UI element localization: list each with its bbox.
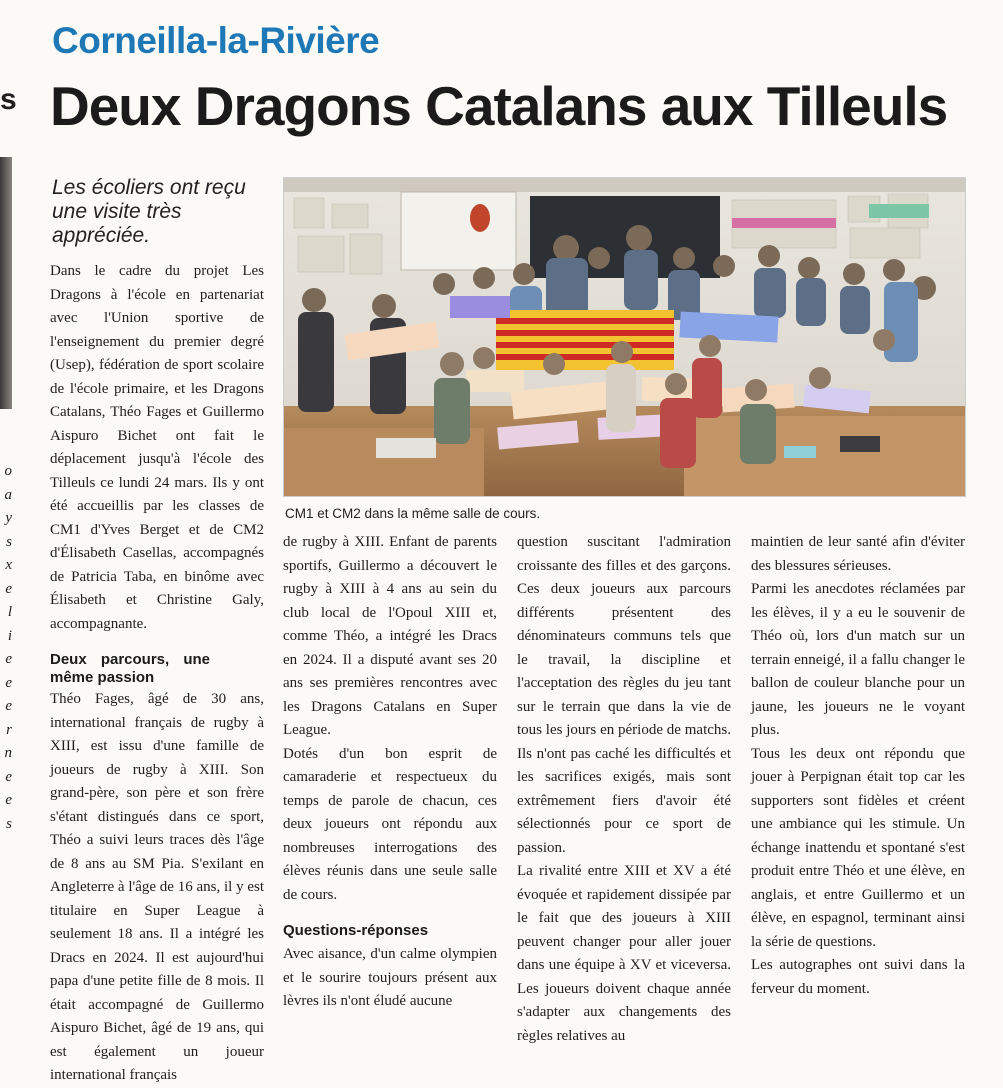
- paragraph: Théo Fages, âgé de 30 ans, international français de rugby à XIII, est issu d'une famille de joueurs de rugby à XIII. Son grand-père, son père et son frère s'étant distingués dans ce sport, Théo a suivi leurs traces dès l'âge de 8 ans au SM Pia. S'exilant en Angleterre à l'âge de 16 ans, il y est titulaire en Super League à seulement 18 ans. Il a intégré les Dracs en 2024. Il est aujourd'hui papa d'une petite fille de 8 mois. Il était accompagné de Guillermo Aispuro Bichet, âgé de 19 ans, qui est également un joueur international français: [50, 691, 264, 1083]
- article-column-1: [50, 260, 264, 1088]
- photo-caption: CM1 et CM2 dans la même salle de cours.: [285, 506, 541, 521]
- subheading: Deux parcours, une même passion: [50, 651, 210, 686]
- previous-article-text-edge: o a y s x e l i e e e r n e e s: [4, 463, 12, 832]
- paragraph: question suscitant l'admiration croissante des filles et des garçons. Ces deux joueurs aux parcours différents présentent des dénominateurs communs tels que le travail, la discipline et l'acceptation des règles du jeu tant sur le terrain que dans la vie de tous les jours en période de matchs. Ils n'ont pas caché les difficultés et les sacrifices exigés, mais sont extrêmement fiers d'avoir été sélectionnés pour ce sport de passion.: [517, 534, 731, 856]
- previous-article-photo-edge: [0, 157, 12, 409]
- classroom-photo: [284, 178, 965, 496]
- article-column-2: [283, 531, 497, 1014]
- article-kicker: Corneilla-la-Rivière: [52, 20, 380, 61]
- subheading: Questions-réponses: [283, 922, 429, 939]
- paragraph: Tous les deux ont répondu que jouer à Perpignan était top car les supporters sont fidèles et créent une ambiance qui les stimule. Un échange inattendu et spontané s'est produit entre Théo et une élève, en anglais, et entre Guillermo et un élève, en espagnol, terminant ainsi la série de questions.: [751, 745, 965, 950]
- article-column-4: [751, 531, 965, 1001]
- article-photo: [283, 177, 966, 497]
- paragraph: Avec aisance, d'un calme olympien et le sourire toujours présent aux lèvres ils n'ont éludé aucune: [283, 946, 497, 1009]
- article-standfirst: Les écoliers ont reçu une visite très appréciée.: [52, 176, 246, 247]
- paragraph: Parmi les anecdotes réclamées par les élèves, il y a eu le souvenir de Théo où, lors d'un match sur un terrain enneigé, il a fallu changer le ballon de couleur blanche pour un jaune, les joueurs ne le voyant plus.: [751, 581, 965, 738]
- paragraph: Dotés d'un bon esprit de camaraderie et respectueux du temps de parole de chacun, ces deux joueurs ont répondu aux nombreuses interrogations des élèves réunis dans une seule salle de cours.: [283, 745, 497, 903]
- paragraph: Les autographes ont suivi dans la ferveur du moment.: [751, 957, 965, 997]
- article-headline: Deux Dragons Catalans aux Tilleuls: [50, 75, 948, 137]
- article-column-3: [517, 531, 731, 1048]
- paragraph: La rivalité entre XIII et XV a été évoquée et rapidement dissipée par le fait que des joueurs à XIII peuvent changer pour aller jouer dans une équipe à XV et viceversa. Les joueurs doivent chaque année s'adapter aux changements des règles relatives au: [517, 863, 731, 1044]
- paragraph: maintien de leur santé afin d'éviter des blessures sérieuses.: [751, 534, 965, 574]
- previous-article-fragment: s: [0, 83, 17, 116]
- paragraph: Dans le cadre du projet Les Dragons à l'école en partenariat avec l'Union sportive de l'enseignement du premier degré (Usep), fédération de sport scolaire de l'école primaire, et les Dragons Catalans, Théo Fages et Guillermo Aispuro Bichet ont fait le déplacement jusqu'à l'école des Tilleuls ce lundi 24 mars. Ils y ont été accueillis par les classes de CM1 d'Yves Berget et de CM2 d'Élisabeth Casellas, accompagnés de Patricia Taba, en binôme avec Élisabeth et Christine Galy, accompagnante.: [50, 263, 264, 632]
- paragraph: de rugby à XIII. Enfant de parents sportifs, Guillermo a découvert le rugby à XIII à 4 ans au sein du club local de l'Opoul XIII et, comme Théo, a intégré les Dracs en 2024. Il a disputé avant ses 20 ans ses premières rencontres avec les Dragons Catalans en Super League.: [283, 534, 497, 738]
